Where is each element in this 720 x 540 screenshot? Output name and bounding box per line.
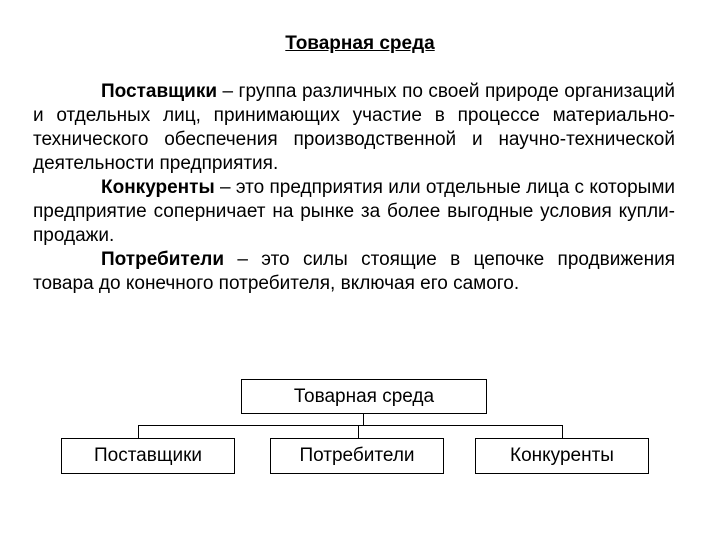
diagram-competitors-box: Конкуренты <box>475 438 649 474</box>
definition-competitors: – это предприятия или отдельные лица с которыми предприятие соперничает на рынке за более выгодные условия купли-продажи. <box>33 177 675 246</box>
connector-suppliers <box>138 425 139 438</box>
connector-competitors <box>562 425 563 438</box>
diagram-suppliers-box: Поставщики <box>61 438 235 474</box>
diagram-consumers-box: Потребители <box>270 438 444 474</box>
term-competitors: Конкуренты <box>101 177 215 198</box>
term-suppliers: Поставщики <box>101 81 218 102</box>
definitions-text <box>33 80 675 296</box>
paragraph-competitors <box>33 176 675 248</box>
page-title: Товарная среда <box>285 33 435 54</box>
paragraph-suppliers <box>33 80 675 176</box>
definition-consumers: – это силы стоящие в цепочке продвижения товара до конечного потребителя, включая его самого. <box>33 249 675 294</box>
connector-root-down <box>363 413 364 425</box>
term-consumers: Потребители <box>101 249 225 270</box>
diagram-root-box: Товарная среда <box>241 379 487 414</box>
connector-consumers <box>358 425 359 438</box>
paragraph-consumers <box>33 248 675 296</box>
definition-suppliers: – группа различных по своей природе организаций и отдельных лиц, принимающих участие в процессе материально-технического обеспечения производственной и научно-технической деятельности предприятия. <box>33 81 675 174</box>
connector-horizontal <box>138 425 563 426</box>
